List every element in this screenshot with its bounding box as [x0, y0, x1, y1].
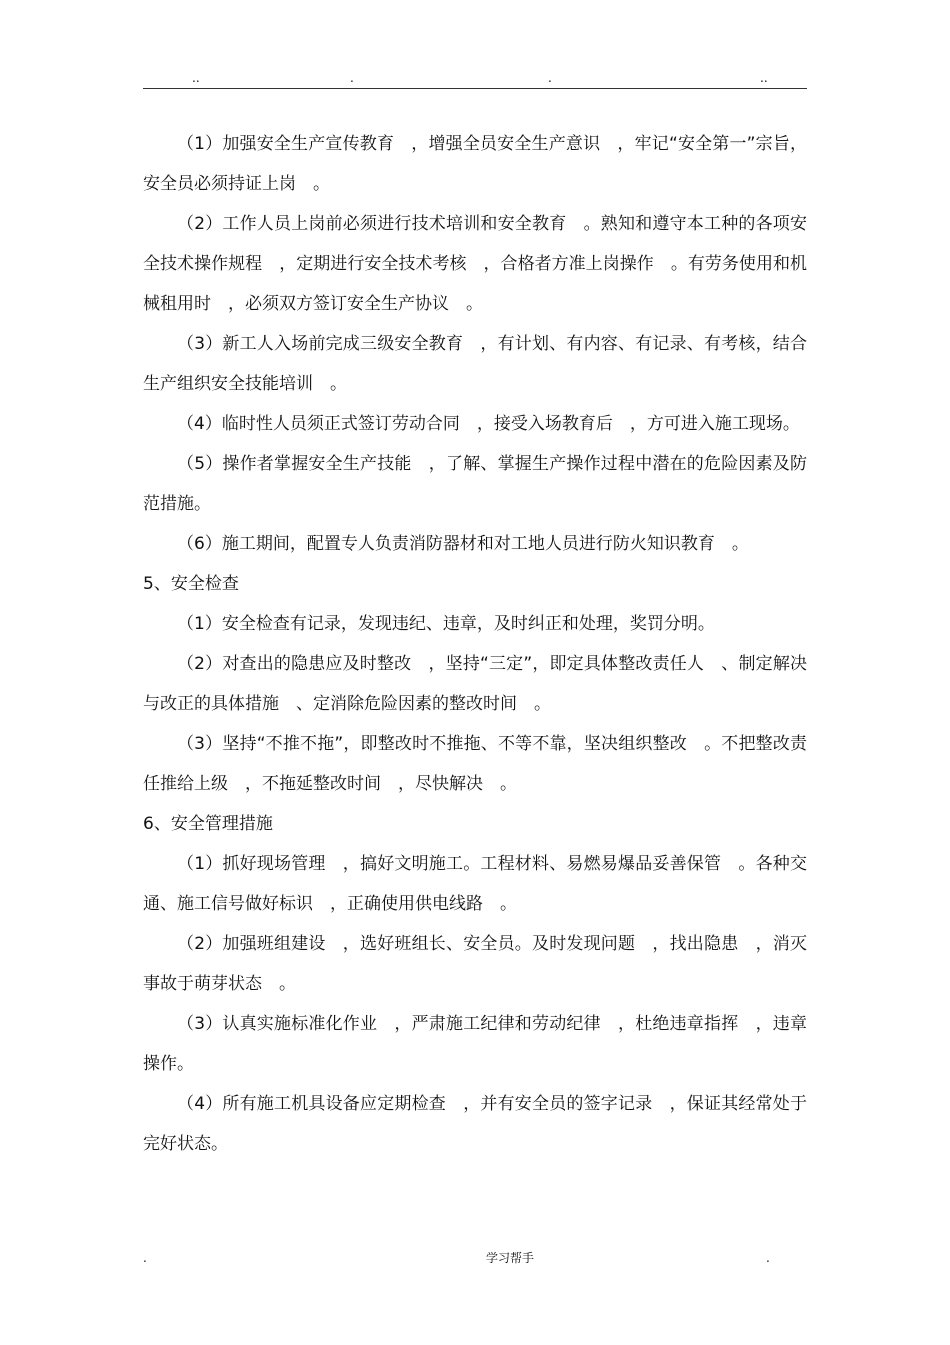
header-mark: .. — [760, 71, 768, 85]
header-rule — [143, 88, 807, 89]
paragraph: （4）临时性人员须正式签订劳动合同 ，接受入场教育后 ，方可进入施工现场。 — [177, 414, 800, 434]
paragraph: （3）认真实施标准化作业 ，严肃施工纪律和劳动纪律 ，杜绝违章指挥 ，违章操作。 — [143, 1014, 807, 1074]
paragraph: （3）新工人入场前完成三级安全教育 ，有计划、有内容、有记录、有考核，结合生产组织安全技能培训 。 — [143, 334, 807, 394]
header-mark: . — [548, 71, 552, 85]
header-mark: .. — [192, 71, 200, 85]
footer-left-mark: . — [143, 1251, 147, 1265]
paragraph: （2）加强班组建设 ，选好班组长、安全员。及时发现问题 ，找出隐患 ，消灭事故于萌芽状态 。 — [143, 934, 807, 994]
header-mark: . — [350, 71, 354, 85]
paragraph: （2）工作人员上岗前必须进行技术培训和安全教育 。熟知和遵守本工种的各项安全技术操作规程 ，定期进行安全技术考核 ，合格者方准上岗操作 。有劳务使用和机械租用时 ，必须双方签订安全生产协议 。 — [143, 214, 807, 314]
paragraph: （6）施工期间，配置专人负责消防器材和对工地人员进行防火知识教育 。 — [177, 534, 749, 554]
paragraph: （1）加强安全生产宣传教育 ，增强全员安全生产意识 ，牢记“安全第一”宗旨，安全员必须持证上岗 。 — [143, 134, 807, 194]
document-body — [143, 124, 807, 1164]
paragraph: （4）所有施工机具设备应定期检查 ，并有安全员的签字记录 ，保证其经常处于完好状态。 — [143, 1094, 807, 1154]
section-heading: 6、安全管理措施 — [143, 814, 273, 834]
paragraph: （5）操作者掌握安全生产技能 ，了解、掌握生产操作过程中潜在的危险因素及防范措施。 — [143, 454, 807, 514]
section-heading: 5、安全检查 — [143, 574, 239, 594]
paragraph: （1）抓好现场管理 ，搞好文明施工。工程材料、易燃易爆品妥善保管 。各种交通、施工信号做好标识 ，正确使用供电线路 。 — [143, 854, 807, 914]
paragraph: （3）坚持“不推不拖”，即整改时不推拖、不等不靠，坚决组织整改 。不把整改责任推给上级 ，不拖延整改时间 ，尽快解决 。 — [143, 734, 807, 794]
page-footer — [0, 1248, 950, 1268]
paragraph: （1）安全检查有记录，发现违纪、违章，及时纠正和处理，奖罚分明。 — [177, 614, 715, 634]
paragraph: （2）对查出的隐患应及时整改 ，坚持“三定”，即定具体整改责任人 、制定解决与改正的具体措施 、定消除危险因素的整改时间 。 — [143, 654, 807, 714]
footer-right-mark: . — [766, 1251, 770, 1265]
footer-title: 学习帮手 — [486, 1251, 535, 1265]
page-header-marks — [0, 70, 950, 86]
